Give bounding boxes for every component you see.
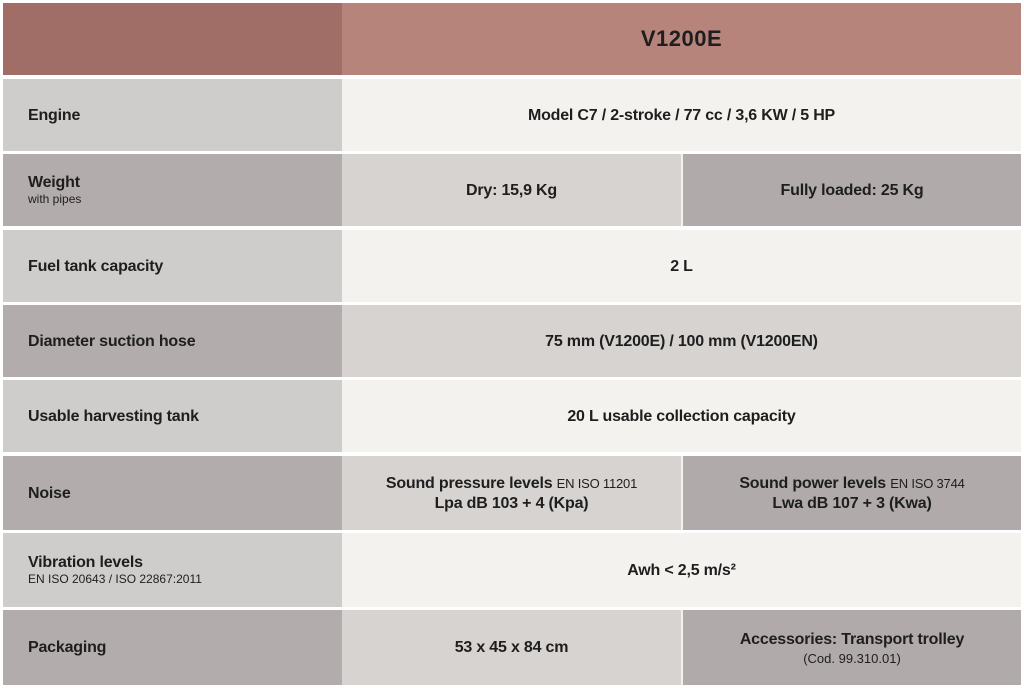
- spec-value-cell: [342, 79, 1021, 151]
- spec-value-cell-pressure: [342, 456, 681, 530]
- spec-value: 2 L: [670, 257, 693, 275]
- pressure-value: Lpa dB 103 + 4 (Kpa): [434, 494, 589, 512]
- spec-value-loaded: Fully loaded: 25 Kg: [780, 181, 924, 199]
- spec-label: Engine: [28, 106, 81, 124]
- spec-sublabel: with pipes: [28, 192, 82, 206]
- power-heading: [739, 474, 964, 493]
- power-title: Sound power levels: [739, 474, 886, 492]
- spec-label: Weight: [28, 174, 80, 191]
- spec-value: Model C7 / 2-stroke / 77 cc / 3,6 KW / 5 HP: [527, 106, 836, 124]
- spec-label-cell: [3, 533, 342, 607]
- header-blank-cell: [3, 3, 342, 75]
- pressure-heading: [386, 474, 637, 493]
- model-title: V1200E: [640, 26, 723, 51]
- spec-value-cell-dimensions: [342, 610, 681, 685]
- spec-label-cell: [3, 456, 342, 530]
- spec-value-cell: [342, 305, 1021, 377]
- spec-value-cell-accessories: [683, 610, 1021, 685]
- spec-row-packaging: [3, 610, 1021, 685]
- spec-sublabel: EN ISO 20643 / ISO 22867:2011: [28, 572, 202, 586]
- spec-row-vibration: [3, 533, 1021, 607]
- spec-row-hose: [3, 305, 1021, 377]
- spec-label-cell: [3, 230, 342, 302]
- spec-value-cell: [342, 533, 1021, 607]
- spec-value: Awh < 2,5 m/s²: [627, 561, 736, 579]
- spec-label-cell: [3, 380, 342, 452]
- spec-row-weight: [3, 154, 1021, 226]
- spec-label-cell: [3, 79, 342, 151]
- spec-value-cell-dry: [342, 154, 681, 226]
- spec-label: Diameter suction hose: [28, 332, 196, 350]
- spec-label-cell: [3, 305, 342, 377]
- spec-value-cell: [342, 380, 1021, 452]
- spec-row-tank: [3, 380, 1021, 452]
- spec-label: Vibration levels: [28, 554, 143, 571]
- spec-label: Fuel tank capacity: [28, 257, 164, 275]
- spec-value-accessories: Accessories: Transport trolley: [739, 630, 965, 648]
- power-standard: EN ISO 3744: [890, 475, 965, 491]
- spec-value-cell-power: [683, 456, 1021, 530]
- spec-label-cell: [3, 610, 342, 685]
- header-model-cell: [342, 3, 1021, 75]
- spec-value-cell-loaded: [683, 154, 1021, 226]
- spec-row-noise: [3, 456, 1021, 530]
- spec-value: 75 mm (V1200E) / 100 mm (V1200EN): [545, 332, 818, 350]
- spec-label: Usable harvesting tank: [28, 407, 199, 425]
- spec-value: 20 L usable collection capacity: [567, 407, 796, 425]
- pressure-title: Sound pressure levels: [385, 474, 553, 492]
- spec-row-engine: [3, 79, 1021, 151]
- pressure-standard: EN ISO 11201: [556, 475, 638, 491]
- accessories-code: (Cod. 99.310.01): [803, 650, 901, 666]
- spec-row-fuel: [3, 230, 1021, 302]
- power-value: Lwa dB 107 + 3 (Kwa): [772, 494, 932, 512]
- spec-label: Noise: [28, 484, 71, 502]
- spec-value-dimensions: 53 x 45 x 84 cm: [454, 639, 569, 656]
- spec-value-dry: Dry: 15,9 Kg: [466, 181, 557, 199]
- header-row: [3, 3, 1021, 75]
- spec-label-cell: [3, 154, 342, 226]
- spec-label: Packaging: [28, 639, 107, 656]
- spec-value-cell: [342, 230, 1021, 302]
